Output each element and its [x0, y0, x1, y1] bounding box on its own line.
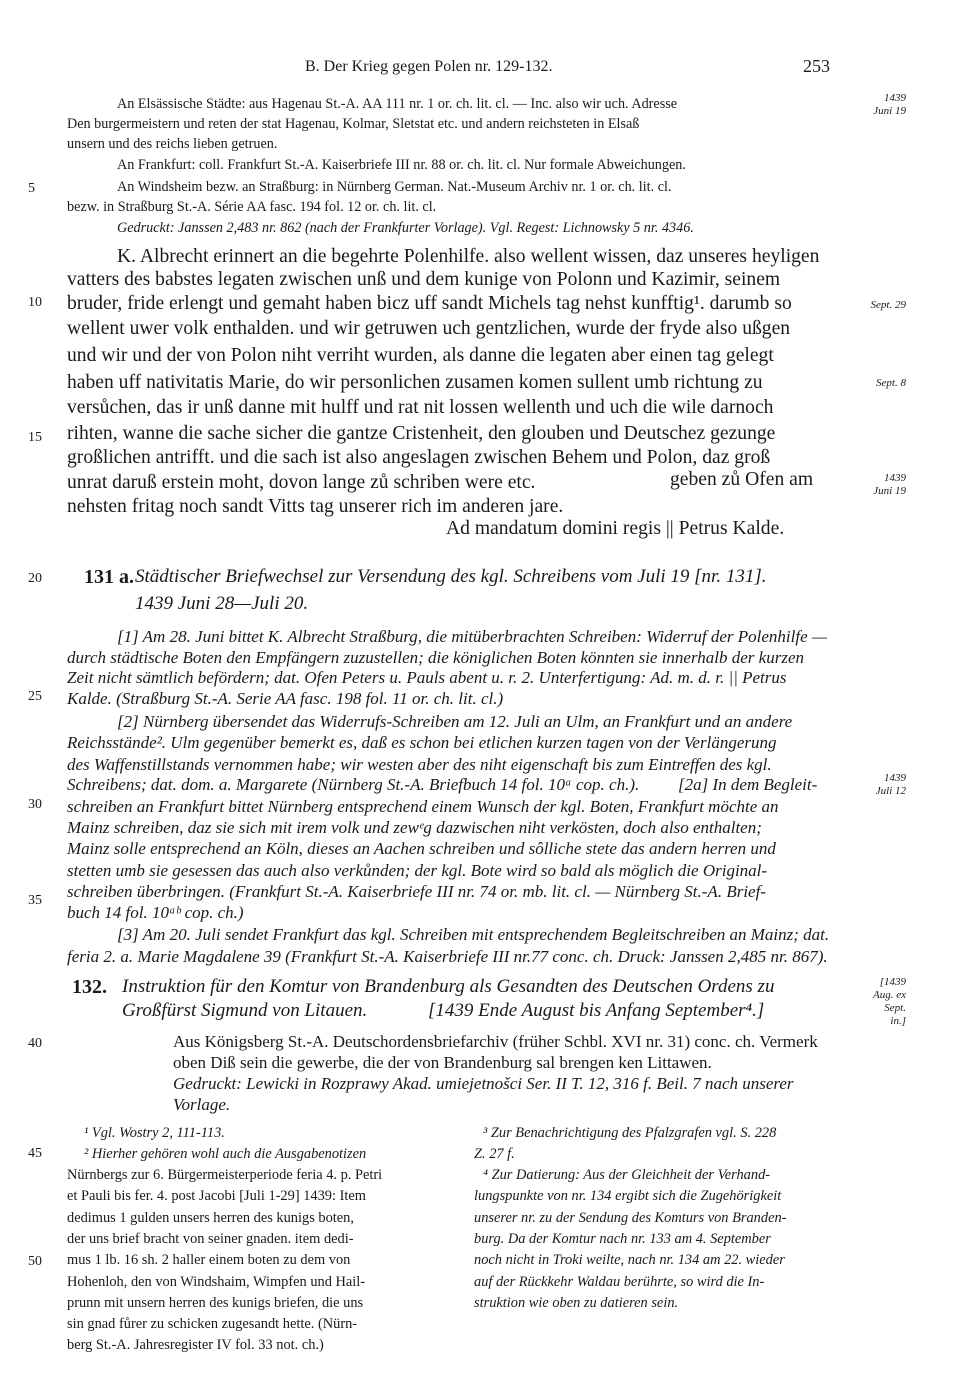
footnote-right: lungspunkte von nr. 134 ergibt sich die Zugehörigkeit [474, 1188, 782, 1204]
regest-line: Mainz solle entsprechend an Köln, dieses an Aachen schreiben und sôlliche stete das andern herren und [67, 839, 776, 858]
section-date: 1439 Juni 28—Juli 20. [135, 593, 309, 614]
regest-line: schreiben an Frankfurt bittet Nürnberg entsprechend einem Wunsch der kgl. Boten, Frankfurt möchte an [67, 797, 779, 816]
main-text-line: bruder, fride erlengt und gemaht haben bicz uff sandt Michels tag nehst kunfftig¹. darumb so [67, 293, 792, 314]
section-date: [1439 Ende August bis Anfang September⁴.] [428, 1000, 765, 1021]
main-text-line: vatters des babstes legaten zwischen unß und dem kunige von Polonn und Kazimir, seinem [67, 269, 781, 290]
regest-line: Zeit nicht sämtlich befördern; dat. Ofen Peters u. Pauls abent u. r. 2. Unterfertigung: Ad. m. d. r. || Petrus [67, 668, 787, 687]
footnote-right: auf der Rückkehr Waldau berührte, so wird die In- [474, 1274, 765, 1290]
footnote-right: noch nicht in Troki weilte, nach nr. 134 am 22. wieder [474, 1252, 785, 1268]
main-text-line: versůchen, das ir unß danne mit hulff und rat nit lossen wellenth und uch die wile darnoch [67, 397, 774, 418]
source-line: oben Diß sein die gewerbe, die der von Brandenburg sal brengen ken Littawen. [173, 1053, 712, 1072]
regest-line: durch städtische Boten den Empfängern zuzustellen; die königlichen Boten könnten sie innerhalb der kurzen [67, 648, 804, 667]
regest-line: des Waffenstillstands vernommen habe; wir westen aber des niht eigenschaft bis zum Eintreffen des kgl. [67, 755, 772, 774]
footnote-left: et Pauli bis fer. 4. post Jacobi [Juli 1-29] 1439: Item [67, 1188, 366, 1204]
footnote-left: ² Hierher gehören wohl auch die Ausgabenotizen [84, 1146, 367, 1162]
footnote-left: Hohenloh, den von Windshaim, Wimpfen und Hail- [67, 1274, 366, 1290]
footnote-right: ⁴ Zur Datierung: Aus der Gleichheit der Verhand- [483, 1167, 771, 1183]
margin-date: 1439 Juni 19 [873, 472, 906, 497]
footnote-left: berg St.-A. Jahresregister IV fol. 33 not. ch.) [67, 1337, 324, 1353]
running-title: B. Der Krieg gegen Polen nr. 129-132. [305, 58, 553, 75]
line-number: 40 [28, 1036, 42, 1051]
regest-line: [2a] In dem Begleit- [678, 775, 818, 794]
section-title: Instruktion für den Komtur von Brandenburg als Gesandten des Deutschen Ordens zu [122, 976, 775, 997]
main-text-line: haben uff nativitatis Marie, do wir personlichen zusamen komen sullent umb richtung zu [67, 372, 763, 393]
main-text-line: unrat daruß erstein moht, dovon lange zů schriben were etc. [67, 472, 536, 493]
main-text-line: rihten, wanne die sache sicher die gantze Cristenheit, den glouben und Deutschez gezunge [67, 423, 776, 444]
regest-line: [2] Nürnberg übersendet das Widerrufs-Schreiben am 12. Juli an Ulm, an Frankfurt und an andere [117, 712, 793, 731]
margin-date: [1439 Aug. ex Sept. in.] [873, 976, 906, 1027]
regest-line: stetten umb sie gesessen das auch also verkůnden; der kgl. Bote wird so bald als möglich die Original- [67, 861, 768, 880]
regest-line: [1] Am 28. Juni bittet K. Albrecht Straßburg, die mitüberbrachten Schreiben: Widerruf der Polenhilfe — [117, 627, 827, 646]
line-number: 20 [28, 571, 42, 586]
margin-date: Sept. 29 [870, 299, 906, 311]
footnote-left: sin gnad fůrer zu schicken zugesandt hette. (Nürn- [67, 1316, 358, 1332]
margin-date: Sept. 8 [876, 377, 906, 389]
regest-line: [3] Am 20. Juli sendet Frankfurt das kgl. Schreiben mit entsprechendem Begleitschreiben an Mainz; dat. [117, 925, 830, 944]
source-note: unsern und des reichs lieben getruen. [67, 136, 278, 152]
page-number: 253 [803, 56, 830, 76]
source-note: An Frankfurt: coll. Frankfurt St.-A. Kaiserbriefe III nr. 88 or. ch. lit. cl. Nur formale Abweichungen. [117, 157, 686, 173]
margin-date: 1439 Juli 12 [875, 772, 906, 797]
source-note: Gedruckt: Janssen 2,483 nr. 862 (nach der Frankfurter Vorlage). Vgl. Regest: Lichnowsky 5 nr. 4346. [117, 220, 694, 236]
signature-line: Ad mandatum domini regis || Petrus Kalde. [446, 518, 785, 539]
regest-line: Kalde. (Straßburg St.-A. Serie AA fasc. 198 fol. 11 or. ch. lit. cl.) [67, 689, 504, 708]
footnote-left: der uns brief bracht von seiner gnaden. item dedi- [67, 1231, 354, 1247]
regest-line: schreiben überbringen. (Frankfurt St.-A. Kaiserbriefe III nr. 74 or. mb. lit. cl. — Nürnberg St.-A. Brief- [67, 882, 766, 901]
regest-line: Reichsstände². Ulm gegenüber bemerkt es, daß es schon bei etlichen kurzen tagen von der Verlängerung [67, 733, 777, 752]
line-number: 25 [28, 689, 42, 704]
footnote-left: dedimus 1 gulden unsers herren des kunigs boten, [67, 1210, 354, 1226]
main-text-line: und wir und der von Polon niht verriht wurden, als danne die legaten aber einen tag gelegt [67, 345, 774, 366]
main-text-line: geben zů Ofen am [670, 469, 814, 490]
regest-line: Mainz schreiben, daz sie sich mit irem volk und zewᵉg dazwischen niht verkösten, doch also enthalten; [67, 818, 762, 837]
source-line: Aus Königsberg St.-A. Deutschordensbriefarchiv (früher Schbl. XVI nr. 31) conc. ch. Vermerk [173, 1032, 818, 1051]
line-number: 45 [28, 1146, 42, 1161]
source-note: bezw. in Straßburg St.-A. Série AA fasc. 194 fol. 12 or. ch. lit. cl. [67, 199, 437, 215]
footnote-right: unserer nr. zu der Sendung des Komturs von Branden- [474, 1210, 787, 1226]
regest-line: feria 2. a. Marie Magdalene 39 (Frankfurt St.-A. Kaiserbriefe III nr.77 conc. ch. Druck: Janssen 2,485 nr. 867). [67, 947, 828, 966]
section-title: Städtischer Briefwechsel zur Versendung des kgl. Schreibens vom Juli 19 [nr. 131]. [135, 566, 767, 587]
section-title: Großfürst Sigmund von Litauen. [122, 1000, 368, 1021]
footnote-right: burg. Da der Komtur nach nr. 133 am 4. September [474, 1231, 771, 1247]
line-number: 35 [28, 893, 42, 908]
source-line: Vorlage. [173, 1095, 231, 1114]
line-number: 30 [28, 797, 42, 812]
line-number: 10 [28, 295, 42, 310]
margin-date: 1439 Juni 19 [873, 92, 906, 117]
main-text-line: K. Albrecht erinnert an die begehrte Polenhilfe. also wellent wissen, daz unseres heyligen [117, 246, 820, 267]
footnote-right: Z. 27 f. [474, 1146, 515, 1162]
footnote-right: struktion wie oben zu datieren sein. [474, 1295, 679, 1311]
section-number: 131 a. [84, 566, 134, 588]
main-text-line: nehsten fritag noch sandt Vitts tag unserer rich im anderen jare. [67, 496, 564, 517]
regest-line: buch 14 fol. 10ᵃᵇ cop. ch.) [67, 903, 244, 922]
source-line: Gedruckt: Lewicki in Rozprawy Akad. umiejetnošci Ser. II T. 12, 316 f. Beil. 7 nach unserer [173, 1074, 794, 1093]
section-number: 132. [72, 976, 107, 998]
line-number: 15 [28, 430, 42, 445]
footnote-left: Nürnbergs zur 6. Bürgermeisterperiode feria 4. p. Petri [67, 1167, 383, 1183]
footnote-left: mus 1 lb. 16 sh. 2 haller einem boten zu dem von [67, 1252, 351, 1268]
regest-line: Schreibens; dat. dom. a. Margarete (Nürnberg St.-A. Briefbuch 14 fol. 10ᵃ cop. ch.). [67, 775, 640, 794]
main-text-line: großlichen antrifft. und die sach ist also angeslagen zwischen Behem und Polon, daz groß [67, 447, 771, 468]
footnote-left: prunn mit unsern herren des kunigs briefen, die uns [67, 1295, 364, 1311]
line-number: 5 [28, 181, 35, 196]
footnote-right: ³ Zur Benachrichtigung des Pfalzgrafen vgl. S. 228 [483, 1125, 777, 1141]
source-note: An Elsässische Städte: aus Hagenau St.-A. AA 111 nr. 1 or. ch. lit. cl. — Inc. also wir uch. Adresse [117, 96, 678, 112]
footnote-left: ¹ Vgl. Wostry 2, 111-113. [84, 1125, 225, 1141]
source-note: Den burgermeistern und reten der stat Hagenau, Kolmar, Sletstat etc. und andern reichsteten in Elsaß [67, 116, 640, 132]
line-number: 50 [28, 1254, 42, 1269]
source-note: An Windsheim bezw. an Straßburg: in Nürnberg German. Nat.-Museum Archiv nr. 1 or. ch. lit. cl. [117, 179, 672, 195]
main-text-line: wellent uwer volk enthalden. und wir getruwen uch gentzlichen, wurde der fryde also ußgen [67, 318, 791, 339]
